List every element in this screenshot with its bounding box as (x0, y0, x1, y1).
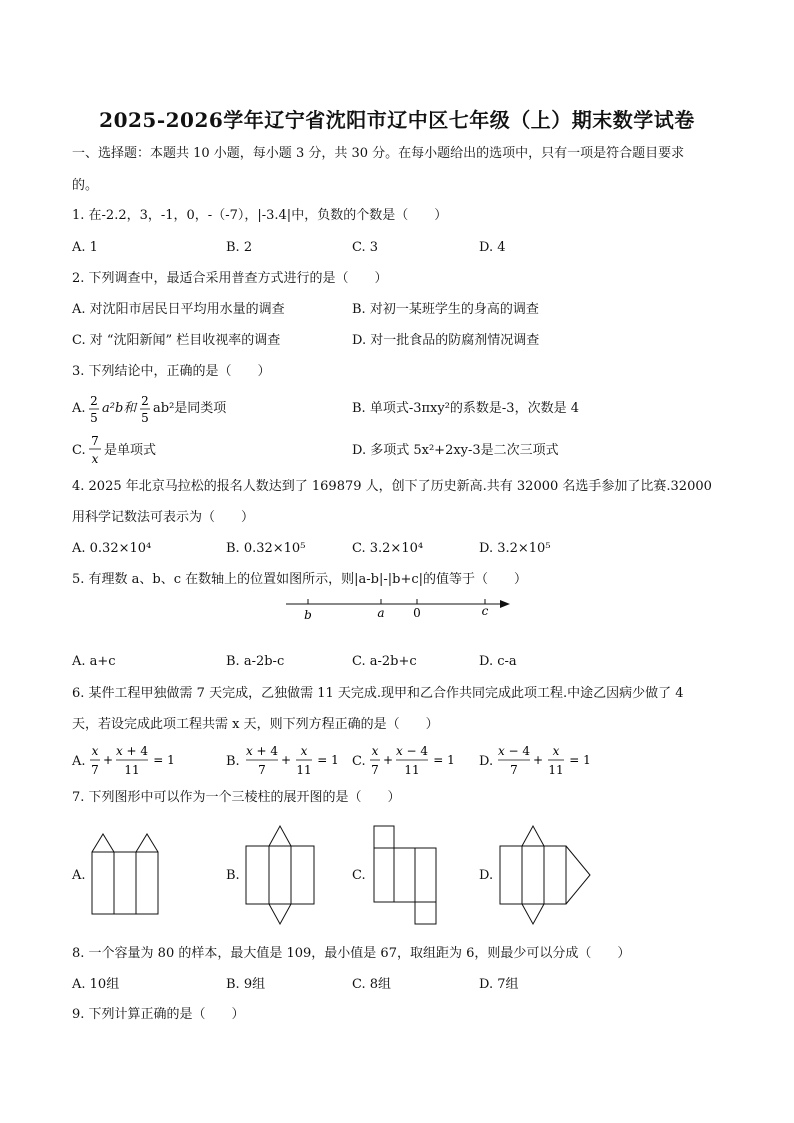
svg-text:5: 5 (90, 411, 98, 425)
q6-option-c-label: C. (352, 754, 366, 769)
q6-option-a-equation (88, 742, 184, 778)
q6-option-a-label: A. (72, 754, 86, 769)
q6-option-d-label: D. (479, 754, 494, 769)
q8-option-d: D. 7组 (479, 977, 519, 992)
q6-option-b-equation (244, 742, 344, 778)
svg-text:2: 2 (90, 394, 98, 408)
svg-text:7: 7 (510, 763, 518, 777)
q4-option-d: D. 3.2×10⁵ (479, 541, 551, 556)
q4-option-c: C. 3.2×10⁴ (352, 541, 424, 556)
svg-text:x: x (91, 452, 99, 466)
q6-option-c-equation (368, 742, 464, 778)
q1-option-d: D. 4 (479, 240, 506, 255)
svg-text:x − 4: x − 4 (395, 744, 429, 758)
svg-text:7: 7 (371, 763, 379, 777)
svg-text:x: x (91, 744, 99, 758)
q7-option-a-label: A. (72, 868, 86, 883)
svg-text:5: 5 (141, 411, 149, 425)
q5-option-d: D. c-a (479, 654, 517, 669)
q6-option-b-label: B. (226, 754, 240, 769)
svg-text:x: x (300, 744, 308, 758)
svg-text:x: x (371, 744, 379, 758)
q2-option-b: B. 对初一某班学生的身高的调查 (352, 302, 539, 317)
svg-text:+: + (532, 753, 544, 767)
q6-option-d-equation (496, 742, 596, 778)
q7-figure-a (90, 832, 160, 916)
q8-option-b: B. 9组 (226, 977, 266, 992)
q5-option-b: B. a-2b-c (226, 654, 285, 669)
q3-option-c-end: 是单项式 (104, 443, 157, 458)
section-instruction-line1: 一、选择题：本题共 10 小题，每小题 3 分，共 30 分。在每小题给出的选项中，只有一项是符合题目要求 (72, 146, 685, 161)
q5-option-c: C. a-2b+c (352, 654, 417, 669)
q5-stem: 5. 有理数 a、b、c 在数轴上的位置如图所示，则|a-b|-|b+c|的值等于（ ） (72, 572, 528, 587)
q3-option-a-term: a²b和 (102, 401, 137, 416)
svg-text:= 1: = 1 (317, 753, 339, 767)
q7-figure-c (372, 824, 438, 928)
q3-option-a-label: A. (72, 401, 86, 416)
svg-text:= 1: = 1 (569, 753, 591, 767)
q3-option-a-end: ab²是同类项 (153, 401, 227, 416)
q1-option-b: B. 2 (226, 240, 253, 255)
q2-option-d: D. 对一批食品的防腐剂情况调查 (352, 333, 540, 348)
svg-text:= 1: = 1 (433, 753, 455, 767)
svg-text:11: 11 (404, 763, 420, 777)
q3-option-b: B. 单项式-3πxy²的系数是-3，次数是 4 (352, 401, 579, 416)
svg-text:+: + (102, 753, 114, 767)
q5-option-a: A. a+c (72, 654, 116, 669)
q3-option-c-fraction (88, 432, 102, 468)
q5-number-line (280, 592, 516, 626)
q1-stem: 1. 在-2.2，3，-1，0，-（-7），|-3.4|中，负数的个数是（ ） (72, 208, 448, 223)
svg-text:x + 4: x + 4 (115, 744, 149, 758)
q2-option-c: C. 对 “沈阳新闻” 栏目收视率的调查 (72, 333, 281, 348)
svg-text:+: + (382, 753, 394, 767)
q8-option-a: A. 10组 (72, 977, 120, 992)
q4-stem-line2: 用科学记数法可表示为（ ） (72, 510, 255, 525)
q5-label-a: a (377, 606, 385, 620)
q6-stem-line1: 6. 某件工程甲独做需 7 天完成，乙独做需 11 天完成.现甲和乙合作共同完成此项工程.中途乙因病少做了 4 (72, 686, 684, 701)
q2-option-a: A. 对沈阳市居民日平均用水量的调查 (72, 302, 285, 317)
q5-label-zero: 0 (413, 606, 421, 620)
q7-option-c-label: C. (352, 868, 366, 883)
svg-text:11: 11 (124, 763, 140, 777)
q7-stem: 7. 下列图形中可以作为一个三棱柱的展开图的是（ ） (72, 790, 401, 805)
svg-text:7: 7 (258, 763, 266, 777)
q8-stem: 8. 一个容量为 80 的样本，最大值是 109，最小值是 67，取组距为 6，则最少可以分成（ ） (72, 946, 631, 961)
q2-stem: 2. 下列调查中，最适合采用普查方式进行的是（ ） (72, 271, 388, 286)
q7-figure-d (498, 824, 592, 926)
svg-text:11: 11 (296, 763, 312, 777)
q3-option-a-fraction-1 (88, 392, 100, 426)
svg-text:7: 7 (91, 763, 99, 777)
q4-option-a: A. 0.32×10⁴ (72, 541, 152, 556)
svg-text:= 1: = 1 (153, 753, 175, 767)
svg-text:7: 7 (91, 434, 99, 448)
svg-text:x: x (552, 744, 560, 758)
q8-option-c: C. 8组 (352, 977, 392, 992)
q4-stem-line1: 4. 2025 年北京马拉松的报名人数达到了 169879 人，创下了历史新高.共有 32000 名选手参加了比赛.32000 (72, 479, 712, 494)
q1-option-c: C. 3 (352, 240, 379, 255)
svg-text:x + 4: x + 4 (245, 744, 279, 758)
exam-title: 2025-2026学年辽宁省沈阳市辽中区七年级（上）期末数学试卷 (99, 108, 695, 132)
q3-option-a-fraction-2 (139, 392, 151, 426)
svg-text:11: 11 (548, 763, 564, 777)
q4-option-b: B. 0.32×10⁵ (226, 541, 306, 556)
svg-text:2: 2 (141, 394, 149, 408)
q5-label-b: b (304, 608, 312, 622)
q6-stem-line2: 天，若设完成此项工程共需 x 天，则下列方程正确的是（ ） (72, 717, 439, 732)
svg-text:x − 4: x − 4 (497, 744, 531, 758)
q7-option-b-label: B. (226, 868, 240, 883)
q7-figure-b (244, 824, 316, 926)
svg-text:+: + (280, 753, 292, 767)
section-instruction-line2: 的。 (72, 178, 99, 193)
q3-option-d: D. 多项式 5x²+2xy-3是二次三项式 (352, 443, 559, 458)
q7-option-d-label: D. (479, 868, 494, 883)
q9-stem: 9. 下列计算正确的是（ ） (72, 1007, 245, 1022)
q1-option-a: A. 1 (72, 240, 98, 255)
q5-label-c: c (481, 604, 489, 618)
q3-option-c-label: C. (72, 443, 86, 458)
q3-stem: 3. 下列结论中，正确的是（ ） (72, 364, 271, 379)
